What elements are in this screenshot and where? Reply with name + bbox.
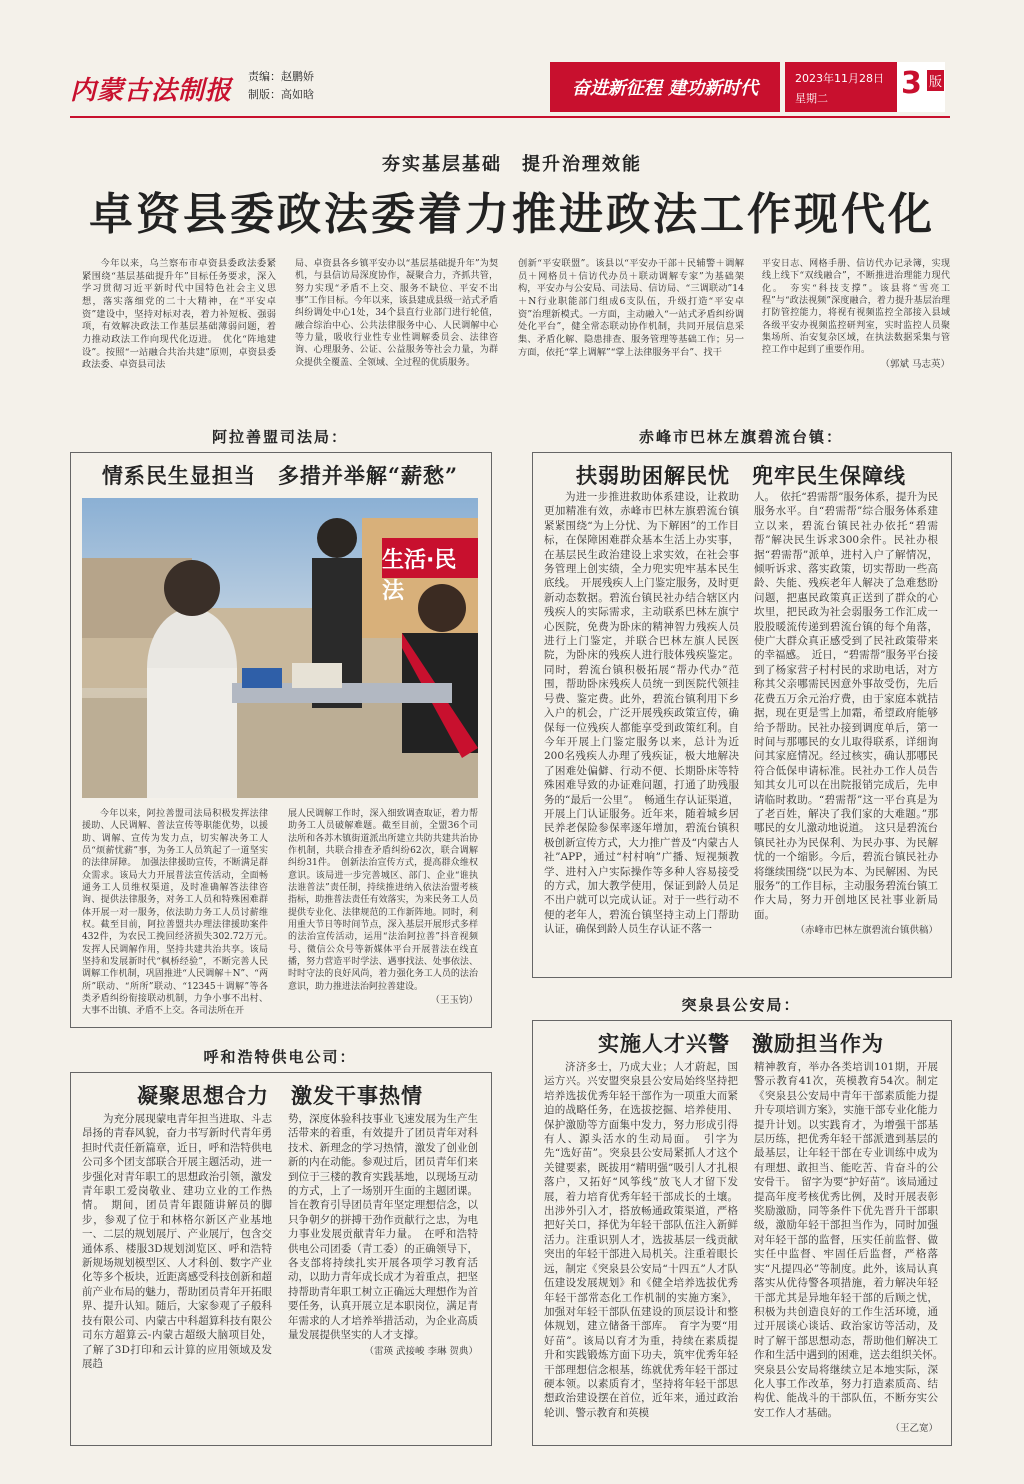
chifeng-kicker: 赤峰市巴林左旗碧流台镇： — [638, 428, 843, 446]
tuquan-title: 实施人才兴警 激励担当作为 — [598, 1031, 884, 1056]
producer-credit: 制版：高如晗 — [248, 88, 314, 101]
hohhot-title: 凝聚思想合力 激发干事热情 — [137, 1083, 423, 1108]
section-banner: 奋进新征程 建功新时代 — [550, 62, 780, 112]
hohhot-column-2: 势，深度体验科技事业飞速发展为生产生活带来的着重，有效提升了团员青年对科技术、新理念的学习热情，激发了创业创新的内在动能。参观过后，团员青年们来到位于三楼的教育实践基地，以现场互动的方式，上了一场别开生面的主题团课。旨在教育引导团员青年坚定理想信念，以只争朝夕的拼搏干劲作贡献行之忠，为电力事业发展贡献青年力量。 在呼和浩特供电公司团委（青工委）的正确领导下，各支部将持续扎实开展各项学习教育活动，以助力青年成长成才为着重点，把坚持帮助青年职工树立正确远大理想作为首要任务，认真开展立足本职岗位，满足青年需求的人才培养举措活动，为企业高质量发展提供坚实的人才支撑。 （雷瑛 武接峻 李琳 贺典） — [288, 1112, 478, 1359]
lead-column-1: 今年以来，乌兰察布市卓资县委政法委紧紧围绕“基层基础提升年”目标任务要求，深入学习贯彻习近平新时代中国特色社会主义思想，落实落细党的二十大精神，在“平安卓资”建设中，坚持对标对表，着力补短板、强弱项，有效解决政法工作基层基础薄弱问题，着力推动政法工作向现代化迈进。 优化“阵地建设”。按照“一站融合共治共建”原则，卓资县委政法委、卓资县司法 — [82, 258, 276, 371]
lead-column-2: 局、卓资县各乡镇平安办以“基层基础提升年”为契机，与县信访局深度协作，凝聚合力，齐抓共管，努力实现“矛盾不上交、服务不缺位、平安不出事”工作目标。今年以来，该县建成县级一站式矛盾纠纷调处中心1处，34个县直行业部门进行轮值，融合综治中心、公共法律服务中心、人民调解中心等力量，吸收行业性专业性调解委员会、法律咨询、心理服务、公证、公益服务等社会力量，为群众提供全覆盖、全领域、全过程的优质服务。 — [295, 259, 498, 368]
date-box — [785, 62, 945, 112]
hohhot-kicker: 呼和浩特供电公司： — [203, 1048, 357, 1066]
lead-column-4: 平安日志、网格手册、信访代办记录簿，实现线上线下“双线融合”，不断推进治理能力现代化。 夯实“科技支撑”。该县将“雪亮工程”与“政法视频”深度融合，着力提升基层治理打防管控能力，将视有视频监控全部接入县域各级平安办视频监控研判室，实时监控人员聚集场所、治安复杂区域，在执法数据采集与管控工作中起到了重要作用。 （郭斌 马志英） — [762, 259, 950, 370]
photo-banner-text: 生活·民法 — [382, 548, 457, 604]
alashan-byline: （王玉钧） — [430, 994, 478, 1006]
issue-weekday: 星期二 — [795, 92, 828, 105]
lead-column-3: 创新“平安联盟”。该县以“平安办干部＋民辅警＋调解员＋网格员＋信访代办员＋联动调解专家”为基础架构，平安办与公安局、司法局、信访局、“三调联动”14＋N行业职能部门组成6支队伍，升级打造“平安卓资”治理新模式。一方面，主动融入“一站式矛盾纠纷调处化平台”，健全常态联动协作机制，共同开展信息采集、矛盾化解、隐患排查、服务管理等基础工作；另一方面，依托“掌上调解”“掌上法律服务平台”、找干 — [518, 258, 744, 358]
newspaper-logo: 内蒙古法制报 — [70, 76, 233, 106]
alashan-column-1: 今年以来，阿拉善盟司法局积极发挥法律援助、人民调解、普法宣传等职能优势，以援助、调解、宣传为发力点，切实解决务工人员“烦薪忧薪”事，为务工人员筑起了一道坚实的法律屏障。 加强法律援助宣传，不断满足群众需求。该局大力开展普法宣传活动，全面畅通务工人员维权渠道，及时准确解答法律咨询、提供法律服务，对务工人员和特殊困难群体开展一对一服务，依法助力务工人员讨薪维权。截至目前，阿拉善盟共办理法律援助案件432件，为农民工挽回经济损失302.72万元。 发挥人民调解作用，坚持共建共治共享。该局坚持和发展新时代“枫桥经验”，不断完善人民调解工作机制，巩固推进“人民调解＋N”、“两所”联动、“所所”联动、“12345＋调解”等各类矛盾纠纷衔接联动机制，力争小事不出村、大事不出镇、矛盾不上交。各司法所在开 — [82, 809, 278, 1017]
tuquan-column-2: 精神教育，举办各类培训101期，开展警示教育41次，英模教育54次。制定《突泉县公安局中青年干部素质能力提升专项培训方案》，实施干部专业化能力提升计划。以实践育才，为增强干部基层历练，把优秀年轻干部派遣到基层的最基层，让年轻干部在专业训练中成为有理想、敢担当、能吃苦、肯奋斗的公安骨干。 留字为要“护好苗”。该局通过提高年度考核优秀比例，及时开展表彰奖励激励，同等条件下优先晋升干部职级，激励年轻干部担当作为，同时加强对年轻干部的监督，压实任前监督、做实任中监督、牢固任后监督，严格落实“凡提四必”等制度。此外，该局认真落实从优待警各项措施，着力解决年轻干部尤其是异地年轻干部的后顾之忧，积极为共创造良好的工作生活环境，通过开展谈心谈话、政治家访等活动，及时了解干部思想动态，帮助他们解决工作和生活中遇到的困难，送去组织关怀。 突泉县公安局将继续立足本地实际，深化人事工作改革，努力打造素质高、结构优、能战斗的干部队伍，不断夯实公安工作人才基础。 （王乙宽） — [754, 1060, 938, 1437]
alashan-kicker: 阿拉善盟司法局： — [211, 428, 348, 446]
page-number-box — [897, 62, 945, 112]
tuquan-column-1: 济济多士，乃成大业；人才蔚起，国运方兴。兴安盟突泉县公安局始终坚持把培养选拔优秀年轻干部作为一项重大而紧迫的战略任务，在选拔挖掘、培养使用、保护激励等方面集中发力，努力形成引得有人、源头活水的生动局面。 引字为先“选好苗”。突泉县公安局紧抓人才这个关键要素，既拔用“精明强”吸引人才扎根落户，又拓好“风筝线”放飞人才留下发展，着力培育优秀年轻干部成长的土壤。出涉外引入才，搭放畅通政策渠道，严格把好关口，择优为年轻干部队伍注入新鲜活力。注重识别人才，选拔基层一线贡献突出的年轻干部进入局机关。注重着眼长远，制定《突泉县公安局“十四五”人才队伍建设发展规划》和《健全培养选拔优秀年轻干部常态化工作机制的实施方案》，加强对年轻干部队伍建设的顶层设计和整体规划，建立储备干部库。 育字为要“用好苗”。该局以育才为重，持续在素质提升和实践锻炼方面下功夫，筑牢优秀年轻干部理想信念根基，练就优秀年轻干部过硬本领。以素质育才，坚持将年轻干部思想政治建设摆在首位，近年来，通过政治轮训、警示教育和英模 — [544, 1061, 738, 1419]
alashan-column-2: 展人民调解工作时，深入细致调查取证，着力帮助务工人员破解难题。截至目前，全盟36个司法所和各苏木镇街道派出所建立共防共建共治协作机制，共联合排查矛盾纠纷62次，联合调解纠纷31件。 创新法治宣传方式，提高群众维权意识。该局进一步完善城区、部门、企业“谁执法谁普法”责任制，持续推进纳入依法治盟考核指标，助推普法责任有效落实，为来民务工人员提供专业化、法律规范的工作新阵地。同时，利用重大节日等时间节点，深入基层开展形式多样的法治宣传活动，运用“法治阿拉善”抖音视频号、微信公众号等新媒体平台开展普法在线直播，努力营造平时学法、遇事找法、处事依法、时时守法的良好风尚，着力强化务工人员的法治意识，助力推进法治阿拉善建设。 （王玉钧） — [288, 809, 478, 1006]
chifeng-byline: （赤峰市巴林左旗碧流台镇供稿） — [795, 925, 938, 937]
hohhot-byline: （雷瑛 武接峻 李琳 贺典） — [364, 1345, 478, 1357]
chifeng-title: 扶弱助困解民忧 兜牢民生保障线 — [576, 463, 906, 488]
alashan-title: 情系民生显担当 多措并举解“薪愁” — [101, 463, 459, 488]
tuquan-byline: （王乙宽） — [890, 1423, 938, 1435]
lead-byline: （郭斌 马志英） — [880, 358, 950, 370]
page-number: 3 — [901, 66, 922, 101]
editor-credit: 责编：赵鹏娇 — [248, 70, 314, 83]
header-rule — [70, 116, 950, 118]
tuquan-kicker: 突泉县公安局： — [681, 996, 801, 1014]
chifeng-column-2: 人。 依托“碧需帮”服务体系，提升为民服务水平。自“碧需帮”综合服务体系建立以来，碧流台镇民社办依托“碧需帮”解决民生诉求300余件。民社办根据“碧需帮”派单，进村入户了解情况，倾听诉求、落实政策，切实帮助一些高龄、失能、残疾老年人解决了急难愁盼问题，把惠民政策真正送到了群众的心坎里，把民政为社会弱服务工作汇成一股股暖流传递到碧流台镇的每个角落，使广大群众真正感受到了民社政策带来的幸福感。 近日，“碧需帮”服务平台接到了杨家营子村村民的求助电话，对方称其父亲哪需民因意外事故受伤，先后花费五万余元治疗费，由于家庭本就拮据，现在更是雪上加霜，希望政府能够给予帮助。民社办接到调度单后，第一时间与那哪民的女儿取得联系，详细询问其家庭情况。经过核实，确认那哪民符合低保申请标准。民社办工作人员告知其女儿可以在出院报销完成后，先申请临时救助。“碧需帮”这一平台真是为了老百姓，解决了我们家的大难题。”那哪民的女儿激动地说道。 这只是碧流台镇民社办为民保利、为民办事、为民解忧的一个缩影。今后，碧流台镇民社办将继续围绕“以民为本、为民解困、为民服务”的工作目标，主动服务碧流台镇工作大局，努力开创地区民社事业新局面。 （赤峰市巴林左旗碧流台镇供稿） — [754, 490, 938, 939]
chifeng-column-1: 为进一步推进救助体系建设，让救助更加精准有效，赤峰市巴林左旗碧流台镇紧紧围绕“为上分忧、为下解困”的工作目标，在保障困难群众基本生活上办实事，在基层民生政治建设上求实效，在社会事务管理上创实绩，全力兜实兜牢基本民生底线。 开展残疾人上门鉴定服务，及时更新动态数据。碧流台镇民社办结合辖区内残疾人的实际需求，主动联系巴林左旗宁心医院，免费为卧床的精神智力残疾人员进行上门鉴定，并联合巴林左旗人民医院，为卧床的残疾人进行肢体残疾鉴定。同时，碧流台镇积极拓展“帮办代办”范围，帮助卧床残疾人员统一到医院代领挂号费、鉴定费。此外，碧流台镇利用下乡入户的机会，广泛开展残疾政策宣传，确保每一位残疾人都能享受到政策红利。自今年开展上门鉴定服务以来，总计为近200名残疾人办理了残疾证，极大地解决了困难处偏僻、行动不便、长期卧床等特殊困难导致的办证难问题，打通了助残服务的“最后一公里”。 畅通生存认证渠道，开展上门认证服务。近年来，随着城乡居民养老保险参保率逐年增加，碧流台镇积极创新宣传方式，大力推广普及“内蒙古人社”APP，通过“村村响”广播、短视频教学、进村入户实际操作等多种人容易接受的方式，加大教学使用，保证到龄人员足不出户就可以完成认证。对于一些行动不便的老年人，碧流台镇坚持主动上门帮助认证，确保到龄人员生存认证不落一 — [544, 491, 739, 936]
lead-headline: 卓资县委政法委着力推进政法工作现代化 — [89, 189, 935, 240]
credits — [248, 68, 314, 104]
hohhot-column-1: 为充分展现蒙电青年担当进取、斗志昂扬的青春风貌，奋力书写新时代青年勇担时代责任新篇章，近日，呼和浩特供电公司多个团支部联合开展主题活动，进一步强化对青年职工的思想政治引领，激发青年职工爱岗敬业、建功立业的工作热情。 期间，团员青年跟随讲解员的脚步，参观了位于和林格尔新区产业基地一、二层的规划展厅、产业展厅，包含交通体系、楼服3D规划浏览区、呼和浩特新规场规划模型区、人才科创、数字产业化等多个板块，近距离感受科技创新和超前产业布局的魅力，帮助团员青年开拓眼界、提升认知。随后，大家参观了子般科技有限公司、内蒙古中科超算科技有限公司东方超算云-内蒙古超级大脑项目处，了解了3D打印和云计算的应用领域及发展趋 — [82, 1113, 272, 1370]
alashan-photo — [82, 498, 478, 798]
issue-date: 2023年11月28日 — [795, 72, 884, 85]
lead-subhead: 夯实基层基础 提升治理效能 — [382, 154, 642, 175]
page-label: 版 — [927, 70, 944, 91]
